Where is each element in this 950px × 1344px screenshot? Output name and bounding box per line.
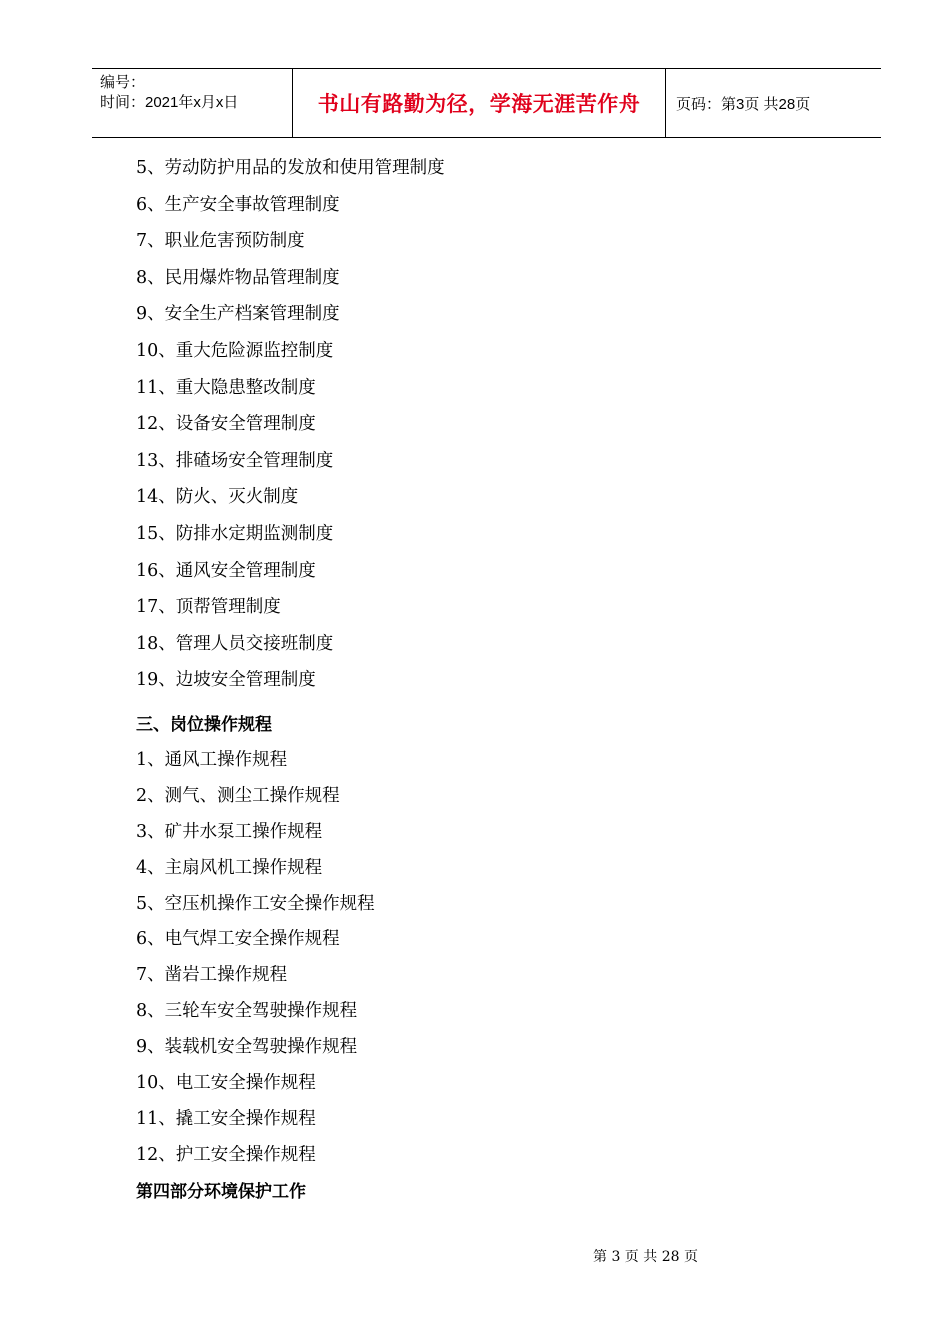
- list-item: 1、通风工操作规程: [136, 750, 288, 770]
- list-item: 7、职业危害预防制度: [136, 231, 305, 251]
- list-item: 8、民用爆炸物品管理制度: [136, 268, 340, 288]
- list-item: 12、护工安全操作规程: [136, 1145, 316, 1165]
- list-item: 16、通风安全管理制度: [136, 561, 316, 581]
- list-item: 6、生产安全事故管理制度: [136, 195, 340, 215]
- list-item: 17、顶帮管理制度: [136, 597, 281, 617]
- list-item: 7、凿岩工操作规程: [136, 965, 288, 985]
- document-time-label: 时间：2021年x月x日: [100, 94, 239, 111]
- list-item: 6、电气焊工安全操作规程: [136, 929, 340, 949]
- list-item: 5、劳动防护用品的发放和使用管理制度: [136, 158, 445, 178]
- list-item: 10、电工安全操作规程: [136, 1073, 316, 1093]
- list-item: 12、设备安全管理制度: [136, 414, 316, 434]
- header-meta: [92, 69, 293, 137]
- list-item: 3、矿井水泵工操作规程: [136, 822, 323, 842]
- list-item: 15、防排水定期监测制度: [136, 524, 334, 544]
- list-item: 9、装载机安全驾驶操作规程: [136, 1037, 358, 1057]
- list-item: 2、测气、测尘工操作规程: [136, 786, 340, 806]
- list-item: 13、排碴场安全管理制度: [136, 451, 334, 471]
- list-item: 19、边坡安全管理制度: [136, 670, 316, 690]
- list-item: 9、安全生产档案管理制度: [136, 304, 340, 324]
- list-item: 10、重大危险源监控制度: [136, 341, 334, 361]
- section-heading: 三、岗位操作规程: [136, 715, 272, 735]
- list-item: 5、空压机操作工安全操作规程: [136, 894, 375, 914]
- list-item: 18、管理人员交接班制度: [136, 634, 334, 654]
- list-item: 11、撬工安全操作规程: [136, 1109, 316, 1129]
- list-item: 4、主扇风机工操作规程: [136, 858, 323, 878]
- document-number-label: 编号：: [100, 74, 146, 91]
- list-item: 11、重大隐患整改制度: [136, 378, 316, 398]
- footer-page-number: 第 3 页 共 28 页: [593, 1249, 698, 1265]
- header-motto: 书山有路勤为径，学海无涯苦作舟: [293, 69, 666, 137]
- list-item: 8、三轮车安全驾驶操作规程: [136, 1001, 358, 1021]
- header-page-number: 页码：第3页 共28页: [676, 95, 811, 113]
- section-heading: 第四部分环境保护工作: [136, 1182, 306, 1202]
- list-item: 14、防火、灭火制度: [136, 487, 299, 507]
- page-header: [92, 68, 881, 138]
